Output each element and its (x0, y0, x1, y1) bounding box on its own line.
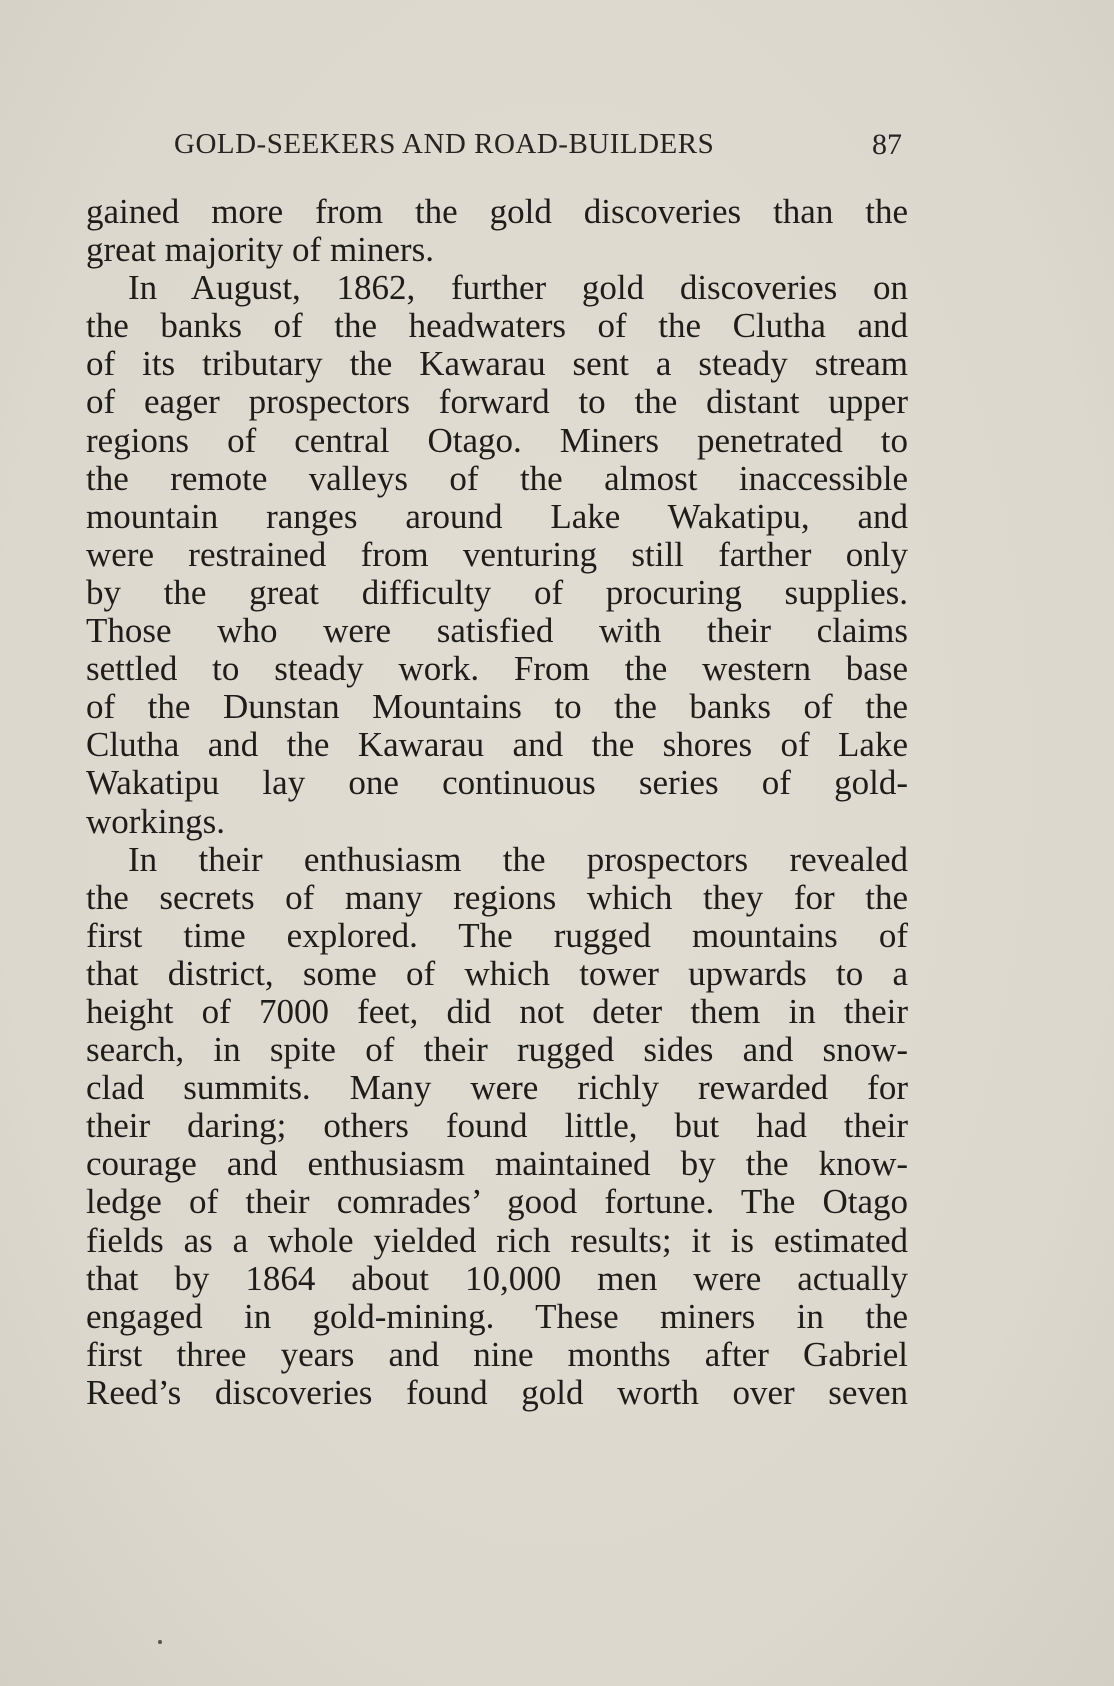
text-line: of its tributary the Kawarau sent a steady stream (86, 345, 908, 384)
text-line: gained more from the gold discoveries than the (86, 193, 908, 231)
text-line: clad summits. Many were richly rewarded for (86, 1069, 908, 1108)
text-line: ledge of their comrades’ good fortune. The Otago (86, 1183, 908, 1222)
text-line: mountain ranges around Lake Wakatipu, and (86, 497, 908, 536)
text-line: by the great difficulty of procuring supplies. (86, 573, 908, 612)
text-line: the banks of the headwaters of the Clutha and (86, 307, 908, 346)
running-head (174, 128, 902, 168)
text-line: were restrained from venturing still farther only (86, 535, 908, 574)
running-title: GOLD-SEEKERS AND ROAD-BUILDERS (174, 128, 715, 160)
text-line: first three years and nine months after Gabriel (86, 1335, 908, 1374)
paragraph-first-line: In August, 1862, further gold discoveries on (128, 269, 908, 308)
text-line: of the Dunstan Mountains to the banks of the (86, 688, 908, 727)
text-line: height of 7000 feet, did not deter them in their (86, 992, 908, 1031)
paper-speck (158, 1640, 162, 1644)
text-line: that by 1864 about 10,000 men were actually (86, 1259, 908, 1298)
text-line: of eager prospectors forward to the distant upper (86, 383, 908, 422)
text-line: the secrets of many regions which they for the (86, 878, 908, 917)
text-line: Reed’s discoveries found gold worth over seven (86, 1373, 908, 1412)
text-line: their daring; others found little, but had their (86, 1107, 908, 1146)
text-line: engaged in gold-mining. These miners in the (86, 1297, 908, 1336)
text-line: search, in spite of their rugged sides and snow- (86, 1031, 908, 1070)
text-line: Clutha and the Kawarau and the shores of Lake (86, 726, 908, 765)
text-line: fields as a whole yielded rich results; it is estimated (86, 1221, 908, 1260)
page-number: 87 (872, 128, 902, 161)
text-line: that district, some of which tower upwards to a (86, 954, 908, 993)
text-line: first time explored. The rugged mountains of (86, 916, 908, 955)
text-line: courage and enthusiasm maintained by the know- (86, 1145, 908, 1184)
body-text (86, 193, 908, 1412)
text-line: regions of central Otago. Miners penetrated to (86, 421, 908, 460)
text-line: great majority of miners. (86, 231, 434, 270)
text-line: Wakatipu lay one continuous series of gold- (86, 764, 908, 803)
text-line: the remote valleys of the almost inaccessible (86, 459, 908, 498)
text-line: Those who were satisfied with their claims (86, 612, 908, 651)
paragraph-first-line: In their enthusiasm the prospectors revealed (128, 840, 908, 879)
text-line: settled to steady work. From the western base (86, 650, 908, 689)
text-line: workings. (86, 802, 226, 841)
